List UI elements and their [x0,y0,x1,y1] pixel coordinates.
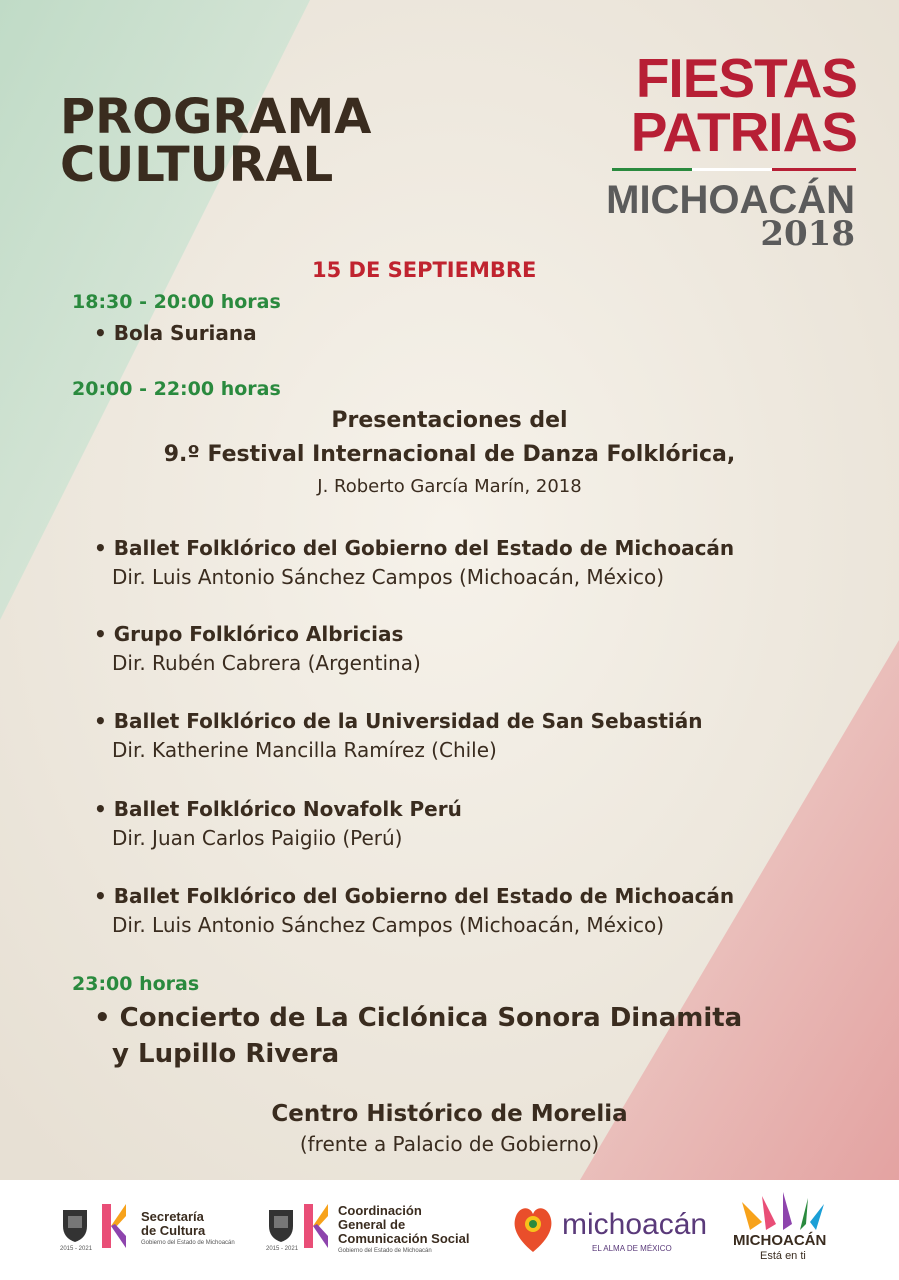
group-4-label: Ballet Folklórico Novafolk Perú [113,797,462,821]
festival-intro3: J. Roberto García Marín, 2018 [317,476,582,497]
group-4-director: Dir. Juan Carlos Paigiio (Perú) [112,826,403,850]
logo-rule-white [692,168,772,171]
comm-line3: Comunicación Social [338,1231,470,1246]
slot1-item-label: Bola Suriana [113,321,257,345]
tourism-tag: EL ALMA DE MÉXICO [592,1244,672,1253]
heart-logo-icon [510,1198,556,1256]
group-5-name: • Ballet Folklórico del Gobierno del Estado de Michoacán [94,884,735,908]
slot3-time: 23:00 horas [72,973,200,995]
cultura-line2: de Cultura [141,1223,206,1238]
group-1-director: Dir. Luis Antonio Sánchez Campos (Michoacán, México) [112,565,665,589]
comm-line1: Coordinación [338,1203,422,1218]
group-2-name: • Grupo Folklórico Albricias [94,622,404,646]
group-3-label: Ballet Folklórico de la Universidad de San Sebastián [113,709,703,733]
comm-line2: General de [338,1217,406,1232]
slot1-time: 18:30 - 20:00 horas [72,291,281,313]
event-date: 15 DE SEPTIEMBRE [312,258,537,282]
venue-note: (frente a Palacio de Gobierno) [299,1132,600,1156]
concert-line1-label: Concierto de La Ciclónica Sonora Dinamita [119,1003,743,1033]
group-2-director: Dir. Rubén Cabrera (Argentina) [112,651,421,675]
slot2-time: 20:00 - 22:00 horas [72,378,281,400]
state-seal-icon [60,1206,90,1244]
cultura-sub: Gobierno del Estado de Michoacán [141,1240,235,1246]
concert-line1: • Concierto de La Ciclónica Sonora Dinamita [94,1003,743,1033]
k-logo-icon [100,1200,128,1252]
cultura-line1: Secretaría [141,1209,204,1224]
group-1-name: • Ballet Folklórico del Gobierno del Estado de Michoacán [94,536,735,560]
logo-fiestas: FIESTAS [635,47,857,109]
group-3-director: Dir. Katherine Mancilla Ramírez (Chile) [112,738,497,762]
group-4-name: • Ballet Folklórico Novafolk Perú [94,797,462,821]
festival-intro2: 9.º Festival Internacional de Danza Folklórica, [163,442,736,467]
venue-name: Centro Histórico de Morelia [271,1101,628,1127]
brand-logo-icon [740,1192,826,1232]
brand-name: MICHOACÁN [733,1232,827,1249]
brand-tag: Está en ti [760,1250,806,1262]
group-2-label: Grupo Folklórico Albricias [113,622,404,646]
concert-line2: y Lupillo Rivera [112,1039,340,1069]
logo-patrias: PATRIAS [630,101,857,163]
program-title-line2: CULTURAL [60,137,334,193]
logo-michoacan: MICHOACÁN [606,178,855,222]
state-seal-icon [266,1206,296,1244]
group-5-director: Dir. Luis Antonio Sánchez Campos (Michoacán, México) [112,913,665,937]
program-title-line1: PROGRAMA [60,89,372,145]
tourism-name: michoacán [562,1208,708,1241]
comm-sub: Gobierno del Estado de Michoacán [338,1248,432,1254]
seal-years-2: 2015 - 2021 [266,1246,299,1252]
logo-year: 2018 [760,214,855,254]
group-3-name: • Ballet Folklórico de la Universidad de San Sebastián [94,709,703,733]
festival-intro1: Presentaciones del [331,408,568,433]
k-logo-icon [302,1200,330,1252]
logo-rule-green [612,168,692,171]
group-5-label: Ballet Folklórico del Gobierno del Estado de Michoacán [113,884,735,908]
slot1-item: • Bola Suriana [94,321,257,345]
logo-rule-red [772,168,856,171]
sponsor-footer [0,1180,899,1280]
seal-years-1: 2015 - 2021 [60,1246,93,1252]
group-1-label: Ballet Folklórico del Gobierno del Estado de Michoacán [113,536,735,560]
